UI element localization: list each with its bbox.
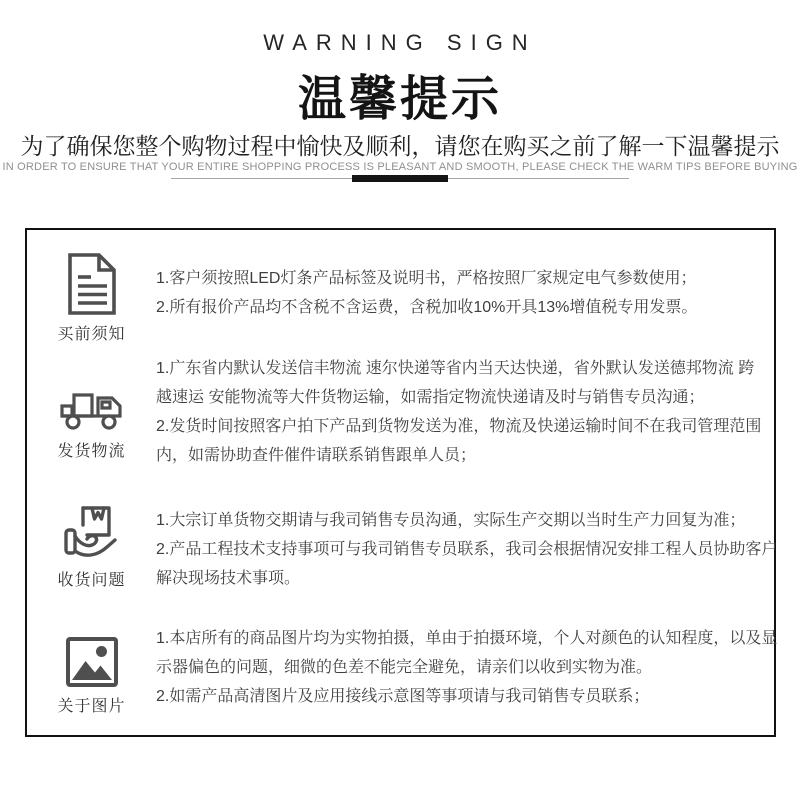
section-label: 关于图片 (57, 698, 126, 715)
document-icon (66, 253, 118, 315)
receiving-icon-column (27, 505, 156, 593)
pictures-text (156, 624, 778, 716)
page-title-english: WARNING SIGN (263, 30, 537, 55)
tips-box (25, 228, 776, 737)
text-line: 2.发货时间按照客户拍下产品到货物发送为准，物流及快递运输时间不在我司管理范围 (156, 418, 762, 435)
section-label: 收货问题 (57, 572, 126, 589)
text-line: 1.客户须按照LED灯条产品标签及说明书，严格按照厂家规定电气参数使用； (156, 270, 697, 287)
truck-icon (60, 388, 124, 432)
page-title: 温馨提示 (297, 73, 502, 126)
section-receiving (27, 505, 778, 593)
text-line: 2.如需产品高清图片及应用接线示意图等事项请与我司销售专员联系； (156, 688, 650, 705)
section-label: 发货物流 (57, 443, 126, 460)
section-label: 买前须知 (57, 326, 126, 343)
section-buy-notice (27, 253, 774, 344)
section-pictures (27, 624, 778, 716)
divider-thick-bar (352, 175, 448, 182)
text-line: 越速运 安能物流等大件货物运输，如需指定物流快递请及时与销售专员沟通； (156, 389, 705, 406)
shipping-icon-column (27, 354, 156, 470)
receiving-text (156, 505, 778, 593)
text-line: 2.所有报价产品均不含税不含运费，含税加收10%开具13%增值税专用发票。 (156, 299, 698, 316)
shipping-text (156, 354, 762, 470)
text-line: 1.大宗订单货物交期请与我司销售专员沟通，实际生产交期以当时生产力回复为准； (156, 512, 746, 529)
header-divider (171, 174, 629, 182)
hand-box-icon (63, 505, 121, 561)
subtitle-english: IN ORDER TO ENSURE THAT YOUR ENTIRE SHOPPING PROCESS IS PLEASANT AND SMOOTH, PLEASE CHECK THE WARM TIPS BEFORE BUYING (2, 161, 798, 173)
text-line: 解决现场技术事项。 (156, 570, 301, 587)
text-line: 1.本店所有的商品图片均为实物拍摄，单由于拍摄环境，个人对颜色的认知程度，以及显 (156, 630, 778, 647)
subtitle: 为了确保您整个购物过程中愉快及顺利，请您在购买之前了解一下温馨提示 (20, 133, 780, 159)
text-line: 内，如需协助查件催件请联系销售跟单人员； (156, 447, 477, 464)
text-line: 示器偏色的问题，细微的色差不能完全避免，请亲们以收到实物为准。 (156, 659, 653, 676)
section-shipping (27, 354, 774, 470)
buy-notice-text (156, 253, 748, 344)
pictures-icon-column (27, 624, 156, 716)
text-line: 2.产品工程技术支持事项可与我司销售专员联系，我司会根据情况安排工程人员协助客户 (156, 541, 778, 558)
buy-notice-icon-column (27, 253, 156, 344)
text-line: 1.广东省内默认发送信丰物流 速尔快递等省内当天达快递，省外默认发送德邦物流 跨 (156, 360, 755, 377)
picture-icon (66, 637, 118, 687)
